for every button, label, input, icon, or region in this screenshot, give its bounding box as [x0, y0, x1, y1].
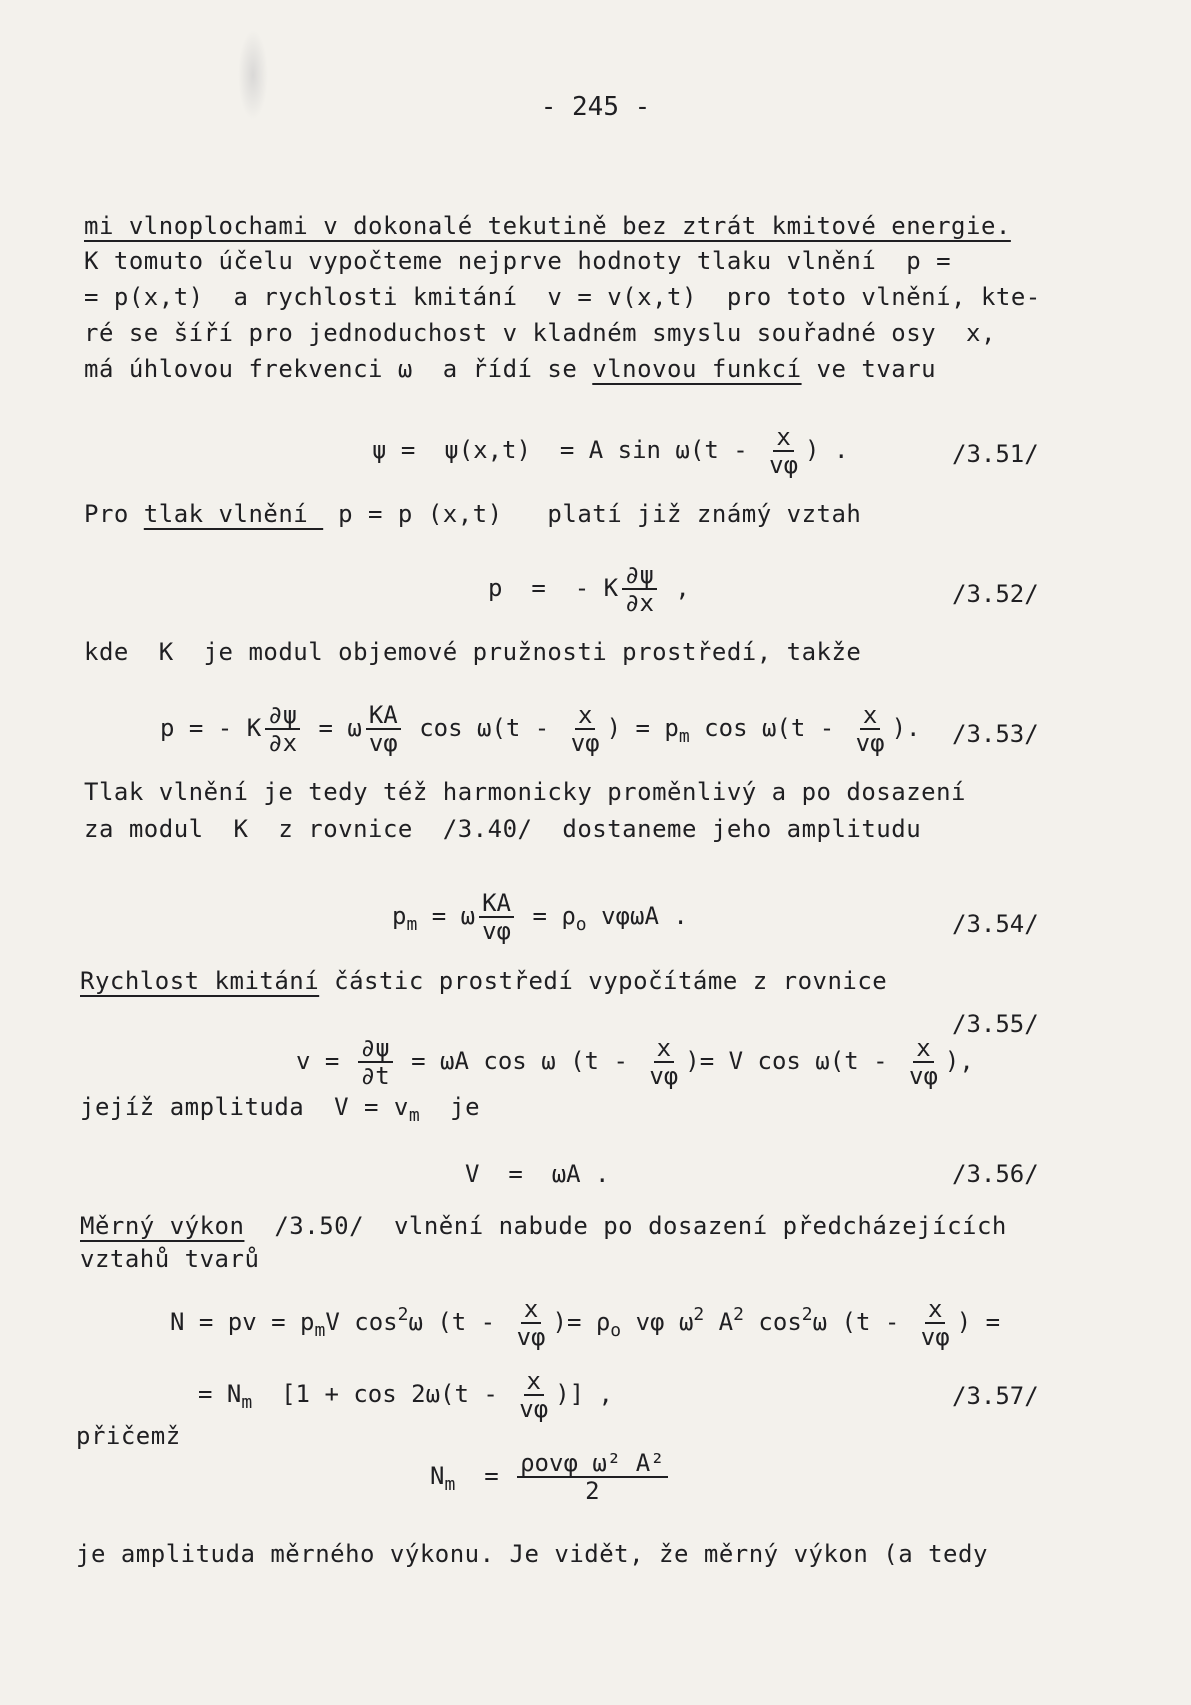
eq355-mid1: = ωA cos ω (t -: [396, 1047, 643, 1075]
eq351-den: vφ: [769, 451, 799, 479]
eqno-3-57: /3.57/: [952, 1382, 1039, 1410]
eq357a-sup3: 2: [733, 1304, 744, 1325]
eq354-sub: m: [406, 914, 418, 935]
eq353-den3: vφ: [570, 729, 600, 757]
eq353-mid4: cos ω(t -: [689, 714, 849, 742]
eq355-num3: x: [913, 1035, 933, 1063]
term-wave-function: vlnovou funkcí: [592, 355, 802, 383]
text-line-11: [80, 1093, 480, 1126]
eq357b-den: vφ: [519, 1395, 549, 1423]
eq357a-sup4: 2: [801, 1304, 813, 1325]
eq354-num: KA: [479, 890, 514, 918]
eq357a-sup1: 2: [397, 1304, 409, 1325]
eq353-frac3: [568, 702, 603, 756]
eq353-num4: x: [860, 702, 880, 730]
text-line-2: K tomuto účelu vypočteme nejprve hodnoty tlaku vlnění p =: [84, 247, 952, 275]
eq353-num2: KA: [366, 702, 401, 730]
eq357a-frac1: [514, 1296, 549, 1350]
equation-3-54: [392, 890, 688, 944]
eq353-den2: vφ: [368, 729, 398, 757]
equation-3-57-line1: [170, 1296, 1000, 1350]
eq357a-rhs: ) =: [956, 1308, 1001, 1336]
eq354-sub2: o: [575, 914, 587, 935]
enm-num: ρovφ ω² A²: [517, 1450, 668, 1478]
eq352-den: ∂x: [625, 589, 654, 617]
eq353-sub: m: [678, 726, 690, 747]
eq355-mid2: )= V cos ω(t -: [685, 1047, 902, 1075]
eq353-mid3: ) = p: [606, 714, 679, 742]
eq353-mid1: = ω: [304, 714, 362, 742]
eq353-lhs: p = - K: [160, 714, 262, 742]
eq351-rhs: ) .: [805, 436, 849, 464]
eq353-frac2: [366, 702, 401, 756]
eq357b-sub: m: [241, 1392, 253, 1413]
eqno-3-55: /3.55/: [952, 1010, 1039, 1038]
eq352-frac: [622, 562, 657, 616]
enm-lhs: N: [430, 1462, 445, 1490]
eq352-num: ∂ψ: [622, 562, 657, 590]
eq353-mid2: cos ω(t -: [404, 714, 564, 742]
eq354-lhs: p: [392, 902, 407, 930]
equation-3-57-line2: [198, 1368, 613, 1422]
eq357a-num2: x: [925, 1296, 945, 1324]
text-line-15: je amplituda měrného výkonu. Je vidět, že měrný výkon (a tedy: [76, 1540, 988, 1568]
eq357a-m4: vφ ω: [621, 1308, 694, 1336]
eq355-rhs: ),: [944, 1047, 974, 1075]
text-line-4: ré se šíří pro jednoduchost v kladném smyslu souřadné osy x,: [84, 319, 996, 347]
eq355-frac1: [358, 1035, 393, 1089]
eq357a-num1: x: [521, 1296, 541, 1324]
text-line-5a: má úhlovou frekvenci ω a řídí se: [84, 355, 593, 383]
eq353-rhs: ).: [891, 714, 921, 742]
text-line-9: za modul K z rovnice /3.40/ dostaneme jeho amplitudu: [84, 815, 922, 843]
eq355-den3: vφ: [909, 1062, 938, 1090]
eq354-frac: [479, 890, 514, 944]
enm-eq: =: [455, 1462, 514, 1490]
text-line-5: [84, 355, 936, 383]
eqno-3-54: /3.54/: [952, 910, 1039, 938]
text-line-1: mi vlnoplochami v dokonalé tekutině bez ztrát kmitové energie.: [84, 212, 1011, 240]
eq353-num3: x: [575, 702, 595, 730]
eq357a-m5: A: [704, 1308, 734, 1336]
text-line-3: = p(x,t) a rychlosti kmitání v = v(x,t) pro toto vlnění, kte-: [84, 283, 1041, 311]
text-line-14: přičemž: [76, 1422, 181, 1450]
text-line-12: [80, 1212, 1007, 1240]
eq357a-m2: ω (t -: [408, 1308, 510, 1336]
eq355-frac3: [906, 1035, 941, 1089]
eq355-den1: ∂t: [360, 1062, 390, 1090]
eq357b-frac: [516, 1368, 551, 1422]
eq353-frac4: [853, 702, 888, 756]
eq357a-sub: m: [314, 1320, 326, 1341]
term-pressure: tlak vlnění: [143, 500, 324, 528]
eq357a-sup2: 2: [693, 1304, 705, 1325]
eq357b-m1: [1 + cos 2ω(t -: [252, 1380, 513, 1408]
text-line-7: kde K je modul objemové pružnosti prostředí, takže: [84, 638, 862, 666]
eq351-frac: [766, 424, 801, 478]
text-line-10: [80, 967, 887, 995]
text-line-6b: p = p (x,t) platí již známý vztah: [323, 500, 862, 528]
eq353-den1: ∂x: [268, 729, 298, 757]
eq357a-m6: cos: [743, 1308, 802, 1336]
equation-3-53: [160, 702, 920, 756]
text-line-8: Tlak vlnění je tedy též harmonicky proměnlivý a po dosazení: [84, 778, 967, 806]
term-velocity: Rychlost kmitání: [80, 967, 320, 995]
eq353-den4: vφ: [855, 729, 885, 757]
equation-3-56: V = ωA .: [465, 1160, 610, 1188]
equation-3-52: [488, 562, 690, 616]
text-line-12b: /3.50/ vlnění nabude po dosazení předcházejících: [244, 1212, 1007, 1240]
text-line-13: vztahů tvarů: [80, 1245, 260, 1273]
eq355-num1: ∂ψ: [358, 1035, 393, 1063]
text-line-6a: Pro: [84, 500, 144, 528]
eq357a-m7: ω (t -: [812, 1308, 914, 1336]
eq354-rhs: = ρ: [518, 902, 576, 930]
eq352-rhs: ,: [660, 574, 690, 602]
eq355-frac2: [646, 1035, 681, 1089]
eq357a-sub2: o: [610, 1320, 622, 1341]
eq357b-rhs: )] ,: [555, 1380, 613, 1408]
page-number: - 245 -: [540, 92, 651, 122]
equation-nm: [430, 1450, 672, 1504]
eq354-rhs2: vφωA .: [586, 902, 688, 930]
text-line-11a: jejíž amplituda V = v: [80, 1093, 409, 1121]
equation-3-51: [372, 424, 848, 478]
eq357b-num: x: [524, 1368, 544, 1396]
eqno-3-51: /3.51/: [952, 440, 1039, 468]
text-line-11b: je: [420, 1093, 481, 1121]
enm-den: 2: [585, 1477, 600, 1505]
eqno-3-56: /3.56/: [952, 1160, 1039, 1188]
text-line-5b: ve tvaru: [801, 355, 937, 383]
text-line-6: [84, 500, 861, 528]
eq355-lhs: v =: [296, 1047, 354, 1075]
eq353-num1: ∂ψ: [265, 702, 300, 730]
eq355-den2: vφ: [649, 1062, 679, 1090]
eqno-3-52: /3.52/: [952, 580, 1039, 608]
eq354-den: vφ: [482, 917, 511, 945]
eq353-frac1: [265, 702, 300, 756]
eq357a-den2: vφ: [920, 1323, 950, 1351]
eq351-lhs: ψ = ψ(x,t) = A sin ω(t -: [372, 436, 763, 464]
eq352-lhs: p = - K: [488, 574, 619, 602]
eq357a-m1: V cos: [325, 1308, 398, 1336]
eq354-eq: = ω: [417, 902, 476, 930]
eq355-num2: x: [654, 1035, 674, 1063]
term-specific-power: Měrný výkon: [80, 1212, 245, 1240]
eq357a-lhs: N = pv = p: [170, 1308, 315, 1336]
eq357a-m3: )= ρ: [552, 1308, 611, 1336]
enm-sub: m: [444, 1474, 456, 1495]
eq357b-lhs: = N: [198, 1380, 242, 1408]
eq357a-den1: vφ: [516, 1323, 546, 1351]
enm-frac: [517, 1450, 668, 1504]
eq351-num: x: [773, 424, 793, 452]
eqno-3-53: /3.53/: [952, 720, 1039, 748]
eq357a-frac2: [918, 1296, 953, 1350]
text-line-10b: částic prostředí vypočítáme z rovnice: [319, 967, 888, 995]
equation-3-55: [296, 1035, 974, 1089]
text-line-11-sub: m: [408, 1105, 421, 1126]
